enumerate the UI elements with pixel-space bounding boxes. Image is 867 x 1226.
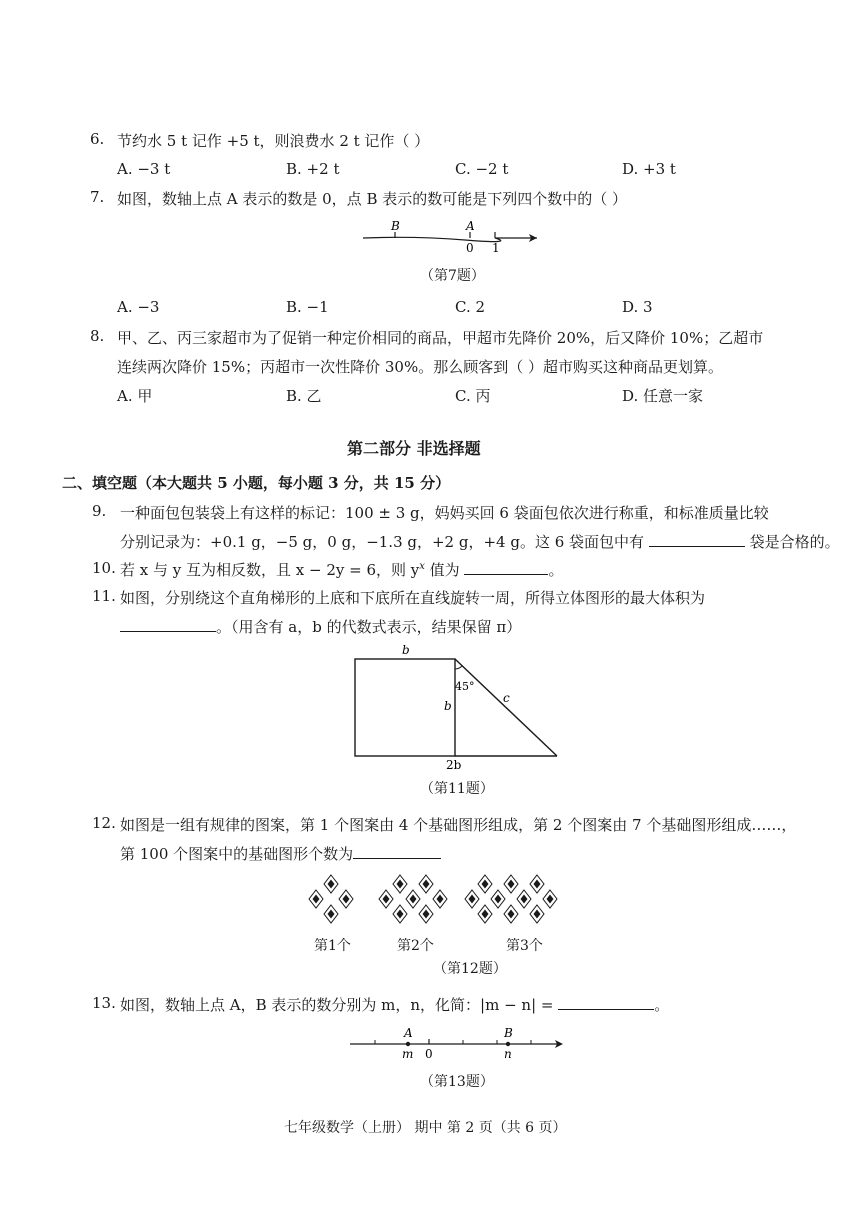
q10-stem-text: 若 x 与 y 互为相反数，且 x − 2y = 6，则 y [120, 561, 420, 579]
q9-stem-line2 [120, 531, 840, 552]
q6-number: 6. [90, 130, 105, 148]
q13-number: 13. [92, 994, 116, 1012]
q11-label-c: c [503, 691, 510, 705]
q12-pattern-3 [465, 875, 557, 923]
q11-label-top: b [402, 643, 410, 657]
q12-answer-blank[interactable] [353, 844, 441, 859]
q7-label-a: A [466, 219, 475, 233]
q7-tick-0: 0 [466, 241, 474, 255]
q6-stem: 节约水 5 t 记作 +5 t，则浪费水 2 t 记作（ ） [117, 132, 430, 150]
q13-label-b: B [504, 1026, 513, 1040]
q12-label-3: 第3个 [506, 938, 543, 954]
q12-label-2: 第2个 [397, 938, 434, 954]
q8-stem-line2: 连续两次降价 15%；丙超市一次性降价 30%。那么顾客到（ ）超市购买这种商品更划算。 [117, 358, 723, 376]
q13-label-0: 0 [425, 1047, 433, 1061]
q9-answer-blank[interactable] [649, 532, 745, 547]
q13-stem [120, 994, 669, 1015]
q9-stem-line2-text: 分别记录为：+0.1 g，−5 g，0 g，−1.3 g，+2 g，+4 g。这 6 袋面包中有 [120, 533, 645, 551]
q12-pattern-1 [309, 875, 353, 923]
q7-number-line [355, 218, 555, 260]
q10-stem [120, 559, 563, 580]
q11-trapezoid-figure [345, 642, 570, 772]
q7-option-a: A. −3 [117, 298, 160, 316]
q12-label-1: 第1个 [314, 938, 351, 954]
section-fill-in-heading: 二、填空题（本大题共 5 小题，每小题 3 分，共 15 分） [62, 474, 451, 492]
q12-number: 12. [92, 814, 116, 832]
q8-option-c: C. 丙 [455, 387, 491, 405]
q7-number: 7. [90, 188, 105, 206]
q12-stem-line1: 如图是一组有规律的图案，第 1 个图案由 4 个基础图形组成，第 2 个图案由 7 个基础图形组成……， [120, 816, 797, 834]
q12-pattern-2 [379, 875, 447, 923]
q7-stem: 如图，数轴上点 A 表示的数是 0，点 B 表示的数可能是下列四个数中的（ ） [117, 190, 628, 208]
q6-option-b: B. +2 t [286, 160, 340, 178]
q13-number-line [345, 1024, 570, 1064]
q11-angle-arc [455, 666, 462, 669]
q12-caption: （第12题） [433, 961, 507, 977]
q11-stem-line2-text: 。（用含有 a，b 的代数式表示，结果保留 π） [216, 618, 522, 636]
q11-label-left: b [444, 699, 452, 713]
q13-point-b [506, 1042, 510, 1046]
q7-tick-1: 1 [492, 241, 500, 255]
q7-option-c: C. 2 [455, 298, 486, 316]
q7-caption: （第7题） [420, 268, 485, 284]
q6-option-c: C. −2 t [455, 160, 509, 178]
q10-stem-end: 。 [548, 561, 564, 579]
q8-option-a: A. 甲 [117, 387, 153, 405]
part2-title: 第二部分 非选择题 [347, 439, 481, 458]
q9-number: 9. [92, 502, 107, 520]
q11-square [355, 659, 455, 756]
q13-label-a: A [404, 1026, 413, 1040]
q12-stem-line2 [120, 843, 441, 864]
q13-stem-end: 。 [654, 996, 670, 1014]
q11-stem-line1: 如图，分别绕这个直角梯形的上底和下底所在直线旋转一周，所得立体图形的最大体积为 [120, 589, 706, 607]
q6-option-d: D. +3 t [622, 160, 676, 178]
q6-option-a: A. −3 t [117, 160, 171, 178]
q8-option-b: B. 乙 [286, 387, 322, 405]
q13-stem-text: 如图，数轴上点 A，B 表示的数分别为 m，n，化简：|m − n| = [120, 996, 554, 1014]
q11-caption: （第11题） [420, 781, 494, 797]
q7-label-b: B [391, 219, 400, 233]
q10-answer-blank[interactable] [464, 560, 548, 575]
q13-answer-blank[interactable] [558, 995, 654, 1010]
q13-label-m: m [402, 1047, 414, 1061]
q13-caption: （第13题） [420, 1074, 494, 1090]
q10-exponent: x [419, 561, 425, 572]
q13-point-a [406, 1042, 410, 1046]
q11-angle-label: 45° [455, 680, 475, 693]
page-footer: 七年级数学（上册） 期中 第 2 页（共 6 页） [284, 1120, 567, 1136]
q10-stem-text-b: 值为 [424, 561, 460, 579]
q8-stem-line1: 甲、乙、丙三家超市为了促销一种定价相同的商品，甲超市先降价 20%，后又降价 10%；乙超市 [117, 329, 764, 347]
q11-stem-line2 [120, 616, 521, 637]
q9-stem-line2-end: 袋是合格的。 [749, 533, 840, 551]
q9-stem-line1: 一种面包包装袋上有这样的标记：100 ± 3 g，妈妈买回 6 袋面包依次进行称重，和标准质量比较 [120, 504, 769, 522]
q10-number: 10. [92, 559, 116, 577]
q13-label-n: n [504, 1047, 512, 1061]
q11-answer-blank[interactable] [120, 617, 216, 632]
q8-number: 8. [90, 327, 105, 345]
q8-option-d: D. 任意一家 [622, 387, 704, 405]
q12-pattern-figure [300, 872, 570, 932]
q12-stem-line2-text: 第 100 个图案中的基础图形个数为 [120, 845, 354, 863]
q11-number: 11. [92, 587, 116, 605]
q7-option-d: D. 3 [622, 298, 653, 316]
q11-slant-side [455, 659, 557, 756]
q7-option-b: B. −1 [286, 298, 329, 316]
q11-label-bottom: 2b [446, 758, 462, 772]
